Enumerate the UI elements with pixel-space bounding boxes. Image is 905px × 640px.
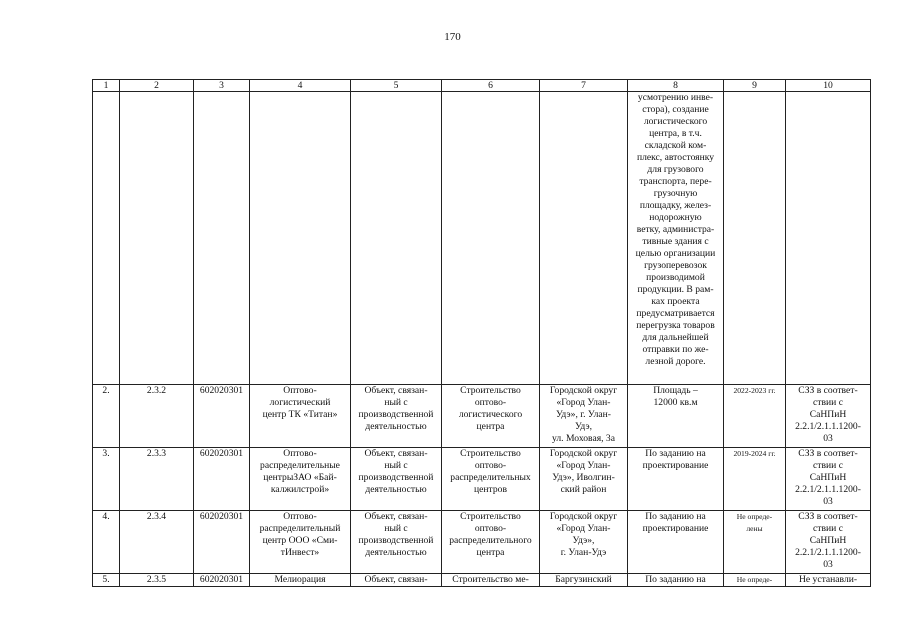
cell-name: Мелиорация (250, 574, 351, 587)
table-row (93, 511, 871, 574)
cell-location: Городской округ «Город Улан- Удэ», Иволгин- ский район (540, 448, 628, 511)
cell-id: 602020301 (194, 385, 250, 448)
cell-zone: СЗЗ в соответ- ствии с СаНПиН 2.2.1/2.1.1.1200- 03 (786, 511, 871, 574)
table-row (93, 448, 871, 511)
cell-empty (442, 92, 540, 385)
cell-purpose: Строительство оптово- логистического центра (442, 385, 540, 448)
cell-characteristics: По заданию на проектирование (628, 511, 724, 574)
cell-name: Оптово- логистический центр ТК «Титан» (250, 385, 351, 448)
cell-empty (93, 92, 120, 385)
cell-characteristics: По заданию на проектирование (628, 448, 724, 511)
cell-code: 2.3.3 (120, 448, 194, 511)
header-cell: 1 (93, 80, 120, 92)
cell-empty (351, 92, 442, 385)
cell-code: 2.3.5 (120, 574, 194, 587)
table-row (93, 574, 871, 587)
cell-type: Объект, связан- ный с производственной деятельностью (351, 385, 442, 448)
cell-empty (540, 92, 628, 385)
cell-location: Городской округ «Город Улан- Удэ», г. Улан- Удэ, ул. Моховая, 3а (540, 385, 628, 448)
cell-characteristics-continued: усмотрению инве- стора), создание логистического центра, в т.ч. складской ком- плекс, автостоянку для грузового транспорта, пере- грузочную площадку, желез- нодорожную ветку, администра- тивные здания с целью организации грузоперевозок производимой продукции. В рам- ках проекта предусматривается перегрузка товаров для дальнейшей отправки по же- лезной дороге. (628, 92, 724, 385)
cell-name: Оптово- распределительные центрыЗАО «Бай- калжилстрой» (250, 448, 351, 511)
header-cell: 2 (120, 80, 194, 92)
cell-name: Оптово- распределительный центр ООО «Сми- тИнвест» (250, 511, 351, 574)
cell-code: 2.3.2 (120, 385, 194, 448)
cell-purpose: Строительство оптово- распределительного центра (442, 511, 540, 574)
cell-empty (194, 92, 250, 385)
cell-id: 602020301 (194, 574, 250, 587)
continuation-row (93, 92, 871, 385)
header-cell: 4 (250, 80, 351, 92)
cell-characteristics: Площадь – 12000 кв.м (628, 385, 724, 448)
header-row (93, 80, 871, 92)
header-cell: 10 (786, 80, 871, 92)
cell-purpose: Строительство ме- (442, 574, 540, 587)
cell-type: Объект, связан- (351, 574, 442, 587)
cell-empty (250, 92, 351, 385)
cell-location: Городской округ «Город Улан- Удэ», г. Улан-Удэ (540, 511, 628, 574)
cell-id: 602020301 (194, 511, 250, 574)
cell-zone: СЗЗ в соответ- ствии с СаНПиН 2.2.1/2.1.1.1200- 03 (786, 385, 871, 448)
header-cell: 9 (724, 80, 786, 92)
cell-num: 3. (93, 448, 120, 511)
cell-empty (724, 92, 786, 385)
header-cell: 7 (540, 80, 628, 92)
header-cell: 5 (351, 80, 442, 92)
cell-purpose: Строительство оптово- распределительных центров (442, 448, 540, 511)
page-number: 170 (444, 31, 461, 43)
cell-characteristics: По заданию на (628, 574, 724, 587)
cell-id: 602020301 (194, 448, 250, 511)
cell-empty (786, 92, 871, 385)
cell-code: 2.3.4 (120, 511, 194, 574)
cell-empty (120, 92, 194, 385)
objects-table (92, 79, 871, 587)
cell-num: 5. (93, 574, 120, 587)
header-cell: 3 (194, 80, 250, 92)
cell-type: Объект, связан- ный с производственной деятельностью (351, 448, 442, 511)
cell-type: Объект, связан- ный с производственной деятельностью (351, 511, 442, 574)
header-cell: 8 (628, 80, 724, 92)
cell-num: 4. (93, 511, 120, 574)
cell-period: 2019-2024 гг. (724, 448, 786, 511)
cell-zone: Не устанавли- (786, 574, 871, 587)
cell-location: Баргузинский (540, 574, 628, 587)
cell-zone: СЗЗ в соответ- ствии с СаНПиН 2.2.1/2.1.1.1200- 03 (786, 448, 871, 511)
cell-period: 2022-2023 гг. (724, 385, 786, 448)
cell-period: Не опреде- (724, 574, 786, 587)
cell-num: 2. (93, 385, 120, 448)
table-row (93, 385, 871, 448)
cell-period: Не опреде- лены (724, 511, 786, 574)
header-cell: 6 (442, 80, 540, 92)
